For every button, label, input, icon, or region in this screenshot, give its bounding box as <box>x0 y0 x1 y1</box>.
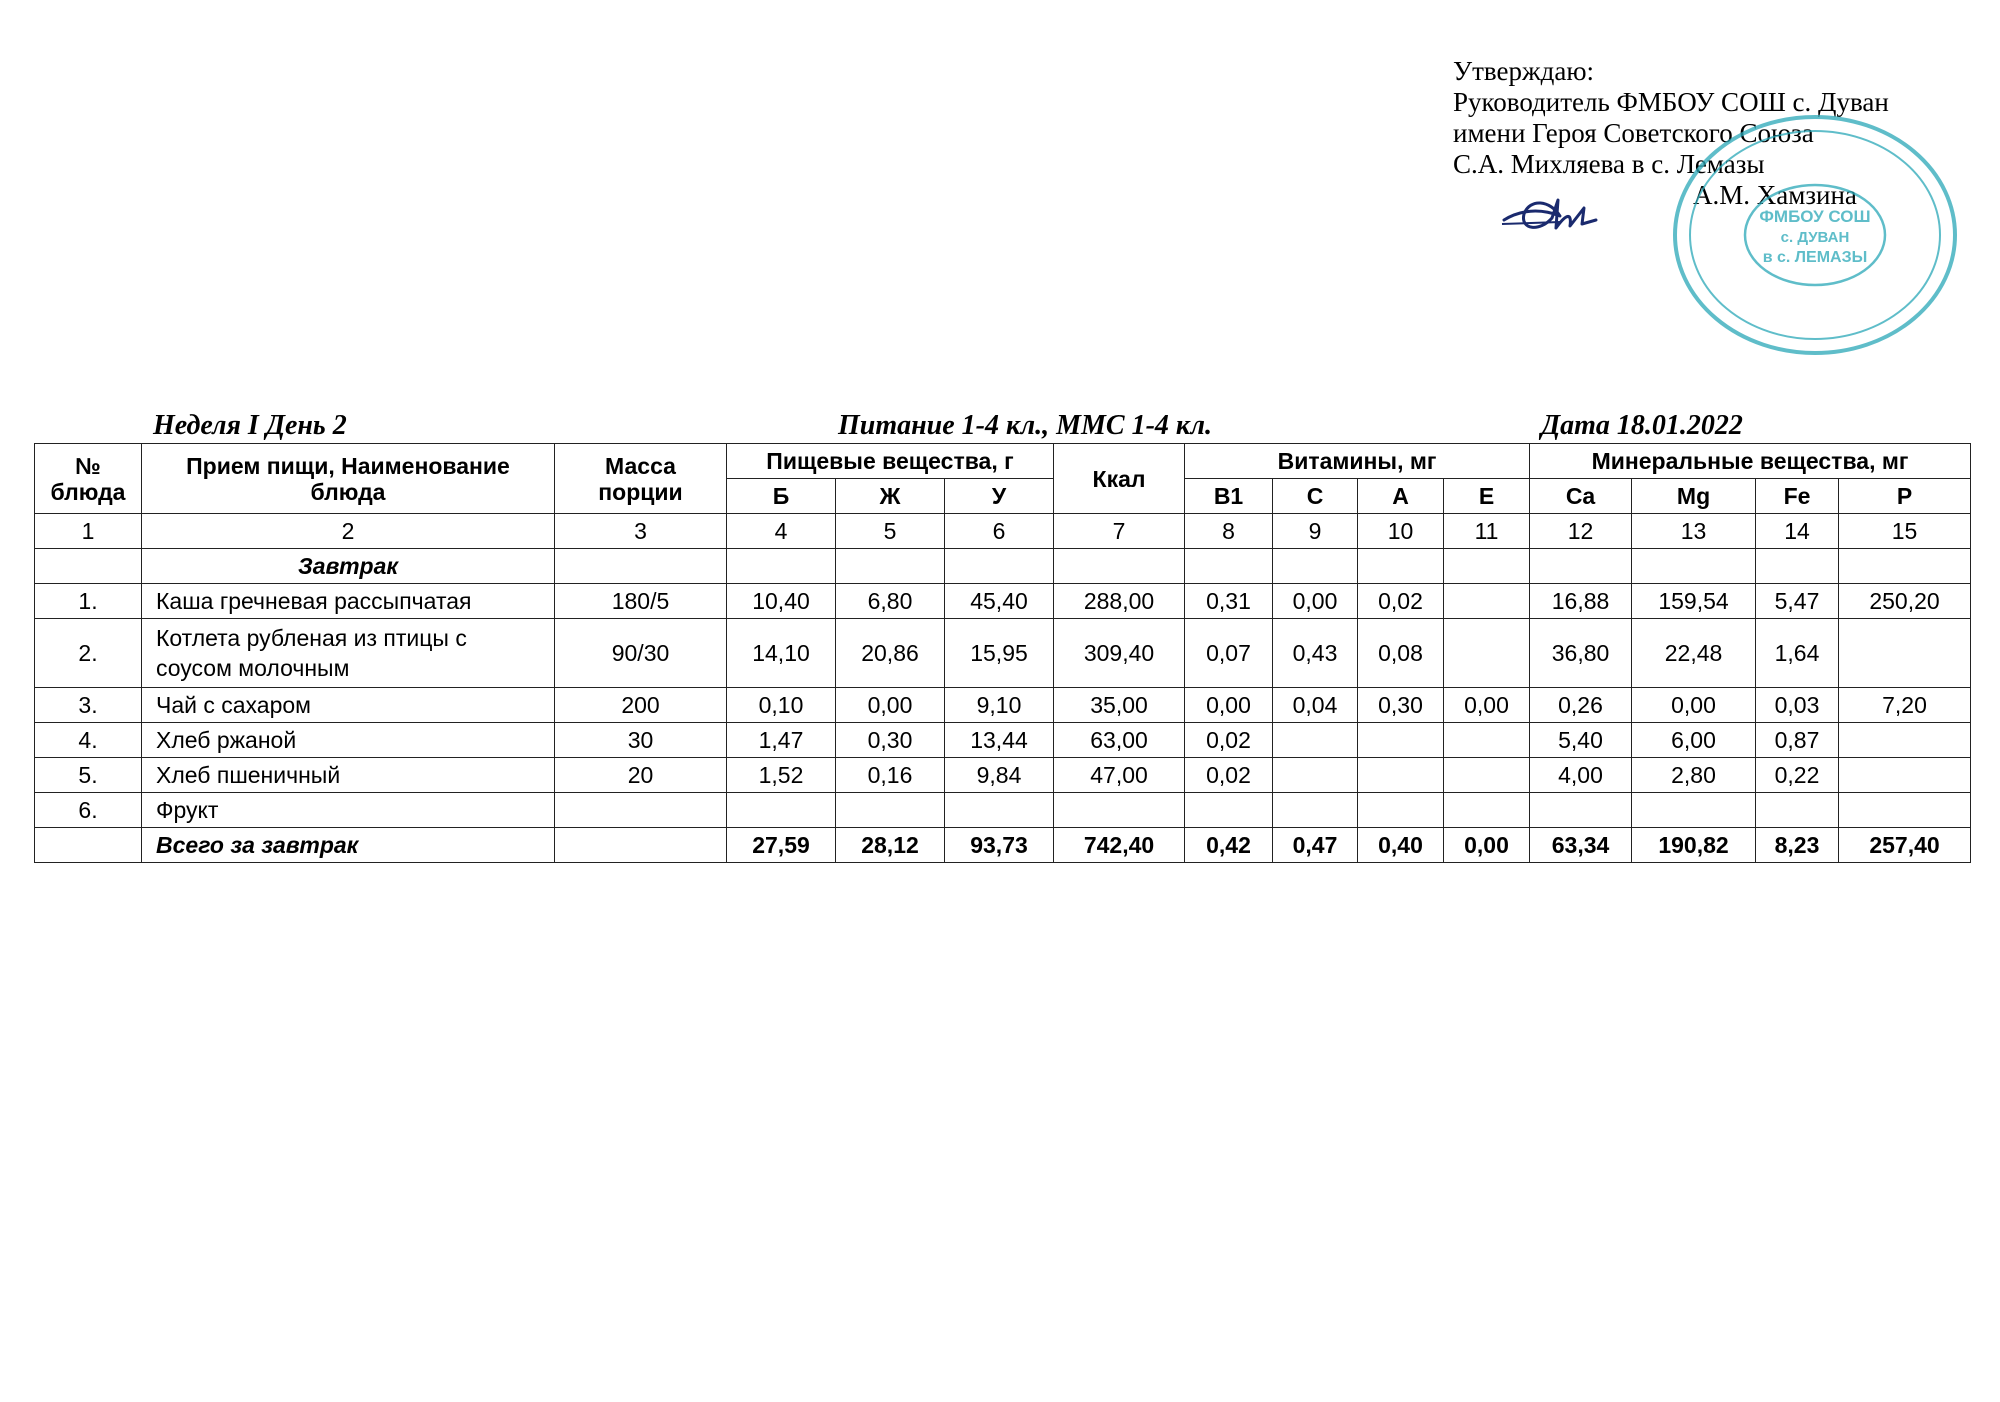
column-number: 8 <box>1185 514 1273 549</box>
table-cell: 10,40 <box>727 584 836 619</box>
column-number: 11 <box>1444 514 1530 549</box>
table-cell: 1. <box>35 584 142 619</box>
table-cell: 2,80 <box>1632 758 1756 793</box>
handwritten-signature <box>1500 190 1600 238</box>
dish-name: Хлеб пшеничный <box>142 758 555 793</box>
table-cell: 2. <box>35 619 142 688</box>
empty-cell <box>1530 549 1632 584</box>
empty-cell <box>555 549 727 584</box>
total-row <box>35 828 1971 863</box>
table-cell: 90/30 <box>555 619 727 688</box>
table-cell <box>836 793 945 828</box>
empty-cell <box>1444 549 1530 584</box>
total-cell: 93,73 <box>945 828 1054 863</box>
official-stamp <box>1670 110 1960 360</box>
header-e: E <box>1444 479 1530 514</box>
svg-text:с. ДУВАН: с. ДУВАН <box>1780 229 1850 246</box>
table-cell <box>1839 723 1971 758</box>
table-cell: 0,02 <box>1185 723 1273 758</box>
table-cell: 47,00 <box>1054 758 1185 793</box>
table-cell: 200 <box>555 688 727 723</box>
week-day-label: Неделя I День 2 <box>153 410 347 441</box>
header-kcal: Ккал <box>1054 444 1185 514</box>
empty-cell <box>836 549 945 584</box>
table-cell: 0,30 <box>836 723 945 758</box>
column-number: 1 <box>35 514 142 549</box>
table-cell <box>945 793 1054 828</box>
table-cell: 0,87 <box>1756 723 1839 758</box>
svg-text:в с. ЛЕМАЗЫ: в с. ЛЕМАЗЫ <box>1762 249 1868 266</box>
table-cell: 20,86 <box>836 619 945 688</box>
dish-name: Чай с сахаром <box>142 688 555 723</box>
column-number: 6 <box>945 514 1054 549</box>
header-b1: B1 <box>1185 479 1273 514</box>
column-number: 2 <box>142 514 555 549</box>
empty-cell <box>1054 549 1185 584</box>
total-cell <box>35 828 142 863</box>
table-cell: 159,54 <box>1632 584 1756 619</box>
table-cell: 1,52 <box>727 758 836 793</box>
table-cell <box>1530 793 1632 828</box>
total-cell: 0,47 <box>1273 828 1358 863</box>
table-cell: 0,00 <box>1273 584 1358 619</box>
header-a: A <box>1358 479 1444 514</box>
date-label: Дата 18.01.2022 <box>1541 410 1743 441</box>
total-cell: 257,40 <box>1839 828 1971 863</box>
header-protein: Б <box>727 479 836 514</box>
table-cell <box>1358 758 1444 793</box>
column-number: 9 <box>1273 514 1358 549</box>
section-row <box>35 549 1971 584</box>
dish-name: Котлета рубленая из птицы с соусом молочным <box>142 619 555 688</box>
table-cell <box>1444 758 1530 793</box>
table-cell <box>1839 758 1971 793</box>
signer-name: А.М. Хамзина <box>1693 180 1857 210</box>
column-number: 13 <box>1632 514 1756 549</box>
header-vitamins: Витамины, мг <box>1185 444 1530 479</box>
header-dish-name: Прием пищи, Наименование блюда <box>142 444 555 514</box>
svg-text:ФМБОУ СОШ: ФМБОУ СОШ <box>1759 207 1871 226</box>
table-cell: 250,20 <box>1839 584 1971 619</box>
table-cell: 0,08 <box>1358 619 1444 688</box>
approval-line: С.А. Михляева в с. Лемазы <box>1453 149 1765 179</box>
total-cell: 63,34 <box>1530 828 1632 863</box>
table-cell: 0,22 <box>1756 758 1839 793</box>
table-cell: 0,31 <box>1185 584 1273 619</box>
table-cell: 1,47 <box>727 723 836 758</box>
column-number: 12 <box>1530 514 1632 549</box>
total-cell: 190,82 <box>1632 828 1756 863</box>
table-cell: 0,03 <box>1756 688 1839 723</box>
table-cell: 309,40 <box>1054 619 1185 688</box>
table-cell <box>1444 619 1530 688</box>
table-cell <box>555 793 727 828</box>
table-cell: 36,80 <box>1530 619 1632 688</box>
table-cell: 20 <box>555 758 727 793</box>
table-cell: 9,10 <box>945 688 1054 723</box>
table-cell: 0,26 <box>1530 688 1632 723</box>
table-cell <box>1839 619 1971 688</box>
table-cell <box>1273 723 1358 758</box>
empty-cell <box>945 549 1054 584</box>
table-cell: 13,44 <box>945 723 1054 758</box>
table-cell <box>1273 793 1358 828</box>
table-cell: 7,20 <box>1839 688 1971 723</box>
table-cell <box>1358 793 1444 828</box>
column-number: 14 <box>1756 514 1839 549</box>
empty-cell <box>1273 549 1358 584</box>
table-cell: 288,00 <box>1054 584 1185 619</box>
table-row <box>35 584 1971 619</box>
table-cell: 5,47 <box>1756 584 1839 619</box>
menu-table <box>34 443 1971 863</box>
total-cell: 28,12 <box>836 828 945 863</box>
header-dish-number: № блюда <box>35 444 142 514</box>
dish-name: Каша гречневая рассыпчатая <box>142 584 555 619</box>
header-nutrients: Пищевые вещества, г <box>727 444 1054 479</box>
column-numbers-row <box>35 514 1971 549</box>
menu-heading <box>0 410 2000 444</box>
empty-cell <box>727 549 836 584</box>
table-cell <box>1756 793 1839 828</box>
header-mg: Mg <box>1632 479 1756 514</box>
header-minerals: Минеральные вещества, мг <box>1530 444 1971 479</box>
approval-line: имени Героя Советского Союза <box>1453 118 1814 148</box>
table-cell: 45,40 <box>945 584 1054 619</box>
table-cell <box>1444 793 1530 828</box>
empty-cell <box>1632 549 1756 584</box>
column-number: 10 <box>1358 514 1444 549</box>
dish-name: Хлеб ржаной <box>142 723 555 758</box>
column-number: 4 <box>727 514 836 549</box>
table-row <box>35 758 1971 793</box>
total-cell: 742,40 <box>1054 828 1185 863</box>
table-cell: 6,00 <box>1632 723 1756 758</box>
table-cell: 0,02 <box>1185 758 1273 793</box>
table-cell: 0,07 <box>1185 619 1273 688</box>
table-cell <box>1358 723 1444 758</box>
total-cell <box>555 828 727 863</box>
table-cell <box>1632 793 1756 828</box>
table-cell: 6,80 <box>836 584 945 619</box>
table-row <box>35 723 1971 758</box>
table-cell: 9,84 <box>945 758 1054 793</box>
dish-name: Фрукт <box>142 793 555 828</box>
column-number: 5 <box>836 514 945 549</box>
header-ca: Ca <box>1530 479 1632 514</box>
table-cell: 30 <box>555 723 727 758</box>
total-cell: 27,59 <box>727 828 836 863</box>
approval-line: Руководитель ФМБОУ СОШ с. Дуван <box>1453 87 1889 117</box>
table-cell: 3. <box>35 688 142 723</box>
column-number: 3 <box>555 514 727 549</box>
table-cell: 5. <box>35 758 142 793</box>
table-cell <box>1054 793 1185 828</box>
total-cell: 0,40 <box>1358 828 1444 863</box>
empty-cell <box>35 549 142 584</box>
table-row <box>35 619 1971 688</box>
table-cell: 4,00 <box>1530 758 1632 793</box>
empty-cell <box>1358 549 1444 584</box>
table-cell: 35,00 <box>1054 688 1185 723</box>
header-fe: Fe <box>1756 479 1839 514</box>
table-cell: 0,30 <box>1358 688 1444 723</box>
table-cell: 4. <box>35 723 142 758</box>
table-cell: 0,10 <box>727 688 836 723</box>
table-cell: 180/5 <box>555 584 727 619</box>
column-number: 15 <box>1839 514 1971 549</box>
table-cell: 1,64 <box>1756 619 1839 688</box>
table-cell: 16,88 <box>1530 584 1632 619</box>
table-cell <box>1185 793 1273 828</box>
table-cell: 0,00 <box>836 688 945 723</box>
table-cell: 22,48 <box>1632 619 1756 688</box>
table-cell <box>727 793 836 828</box>
table-cell: 0,43 <box>1273 619 1358 688</box>
table-cell <box>1444 723 1530 758</box>
total-cell: 0,42 <box>1185 828 1273 863</box>
table-cell <box>1273 758 1358 793</box>
table-cell: 0,04 <box>1273 688 1358 723</box>
header-carbs: У <box>945 479 1054 514</box>
table-cell: 0,00 <box>1632 688 1756 723</box>
table-cell: 14,10 <box>727 619 836 688</box>
table-cell <box>1839 793 1971 828</box>
empty-cell <box>1839 549 1971 584</box>
header-fat: Ж <box>836 479 945 514</box>
table-cell <box>1444 584 1530 619</box>
table-cell: 15,95 <box>945 619 1054 688</box>
total-cell: 0,00 <box>1444 828 1530 863</box>
meal-group-label: Питание 1-4 кл., ММС 1-4 кл. <box>838 410 1213 441</box>
table-cell: 6. <box>35 793 142 828</box>
total-label: Всего за завтрак <box>142 828 555 863</box>
column-number: 7 <box>1054 514 1185 549</box>
approval-line: Утверждаю: <box>1453 56 1595 86</box>
table-cell: 0,16 <box>836 758 945 793</box>
table-cell: 63,00 <box>1054 723 1185 758</box>
total-cell: 8,23 <box>1756 828 1839 863</box>
header-p: P <box>1839 479 1971 514</box>
empty-cell <box>1756 549 1839 584</box>
table-cell: 5,40 <box>1530 723 1632 758</box>
header-c: C <box>1273 479 1358 514</box>
table-cell: 0,02 <box>1358 584 1444 619</box>
header-portion-mass: Масса порции <box>555 444 727 514</box>
section-title: Завтрак <box>142 549 555 584</box>
empty-cell <box>1185 549 1273 584</box>
table-row <box>35 688 1971 723</box>
table-row <box>35 793 1971 828</box>
table-cell: 0,00 <box>1185 688 1273 723</box>
table-cell: 0,00 <box>1444 688 1530 723</box>
